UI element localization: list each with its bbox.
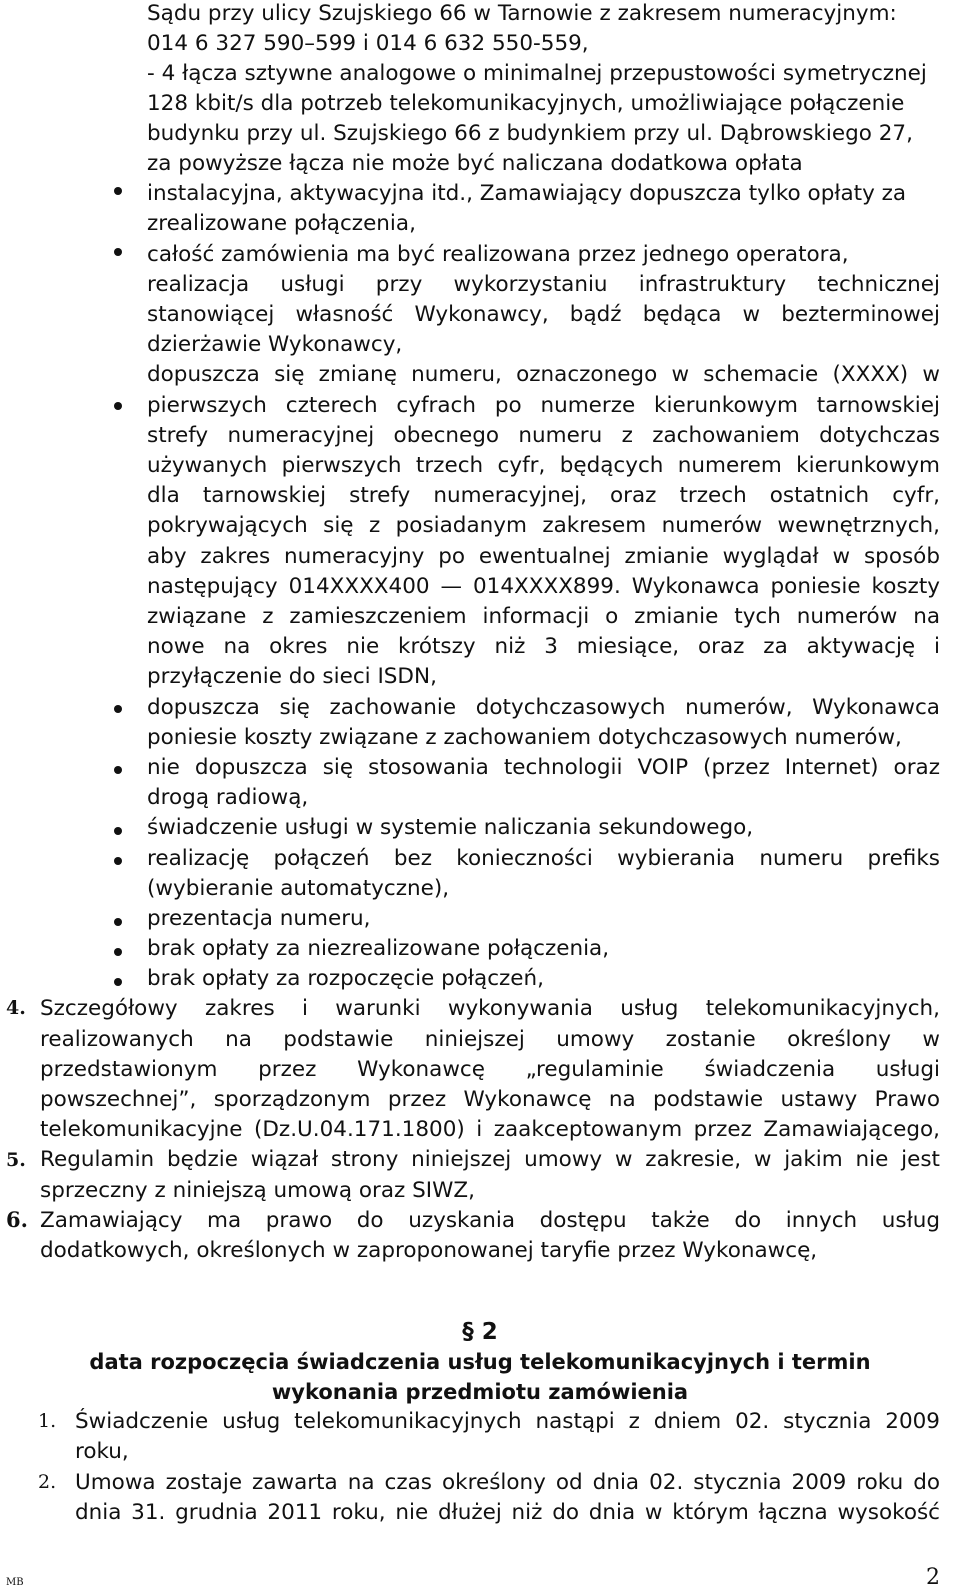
text-line: nie dopuszcza się stosowania technologii VOIP (przez Internet) oraz	[147, 755, 940, 780]
text-line: dopuszcza się zmianę numeru, oznaczonego w schemacie (XXXX) w	[147, 362, 940, 387]
text-line: pokrywających się z posiadanym zakresem numerów wewnętrznych,	[147, 513, 940, 538]
text-line: następujący 014XXXX400 — 014XXXX899. Wykonawca poniesie koszty	[147, 574, 940, 599]
text-line: Świadczenie usług telekomunikacyjnych nastąpi z dniem 02. stycznia 2009	[75, 1409, 940, 1434]
text-line: prezentacja numeru,	[147, 906, 371, 931]
text-line: brak opłaty za niezrealizowane połączenia,	[147, 936, 610, 961]
text-line: budynku przy ul. Szujskiego 66 z budynkiem przy ul. Dąbrowskiego 27,	[147, 121, 913, 146]
text-line: sprzeczny z niniejszą umową oraz SIWZ,	[40, 1178, 475, 1203]
section-mark: § 2	[462, 1319, 498, 1345]
text-line: Szczegółowy zakres i warunki wykonywania usług telekomunikacyjnych,	[40, 996, 940, 1021]
footer-initials: MB	[6, 1577, 24, 1588]
text-line: 014 6 327 590–599 i 014 6 632 550-559,	[147, 31, 589, 56]
text-line: stanowiącej własność Wykonawcy, bądź będąca w bezterminowej	[147, 302, 940, 327]
text-line: realizację połączeń bez konieczności wybierania numeru prefiks	[147, 846, 940, 871]
bullet	[114, 918, 122, 926]
bullet	[114, 402, 122, 410]
text-line: drogą radiową,	[147, 785, 309, 810]
text-line: świadczenie usługi w systemie naliczania sekundowego,	[147, 815, 754, 840]
text-line: powszechnej”, sporządzonym przez Wykonawcę na podstawie ustawy Prawo	[40, 1087, 940, 1112]
text-line: poniesie koszty związane z zachowaniem dotychczasowych numerów,	[147, 725, 902, 750]
section-title: data rozpoczęcia świadczenia usług telekomunikacyjnych i termin	[89, 1350, 871, 1374]
bullet	[114, 705, 122, 713]
text-line: instalacyjna, aktywacyjna itd., Zamawiający dopuszcza tylko opłaty za	[147, 181, 907, 206]
bullet	[114, 978, 122, 986]
text-line: przedstawionym przez Wykonawcę „regulaminie świadczenia usługi	[40, 1057, 940, 1082]
text-line: Sądu przy ulicy Szujskiego 66 w Tarnowie z zakresem numeracyjnym:	[147, 1, 897, 26]
bullet	[114, 857, 122, 865]
list-number: 4.	[6, 997, 26, 1019]
list-number: 2.	[38, 1471, 57, 1493]
bullet	[114, 827, 122, 835]
text-line: dopuszcza się zachowanie dotychczasowych numerów, Wykonawca	[147, 695, 940, 720]
text-line: związane z zamieszczeniem informacji o zmianie tych numerów na	[147, 604, 940, 629]
text-line: brak opłaty za rozpoczęcie połączeń,	[147, 966, 544, 991]
text-line: realizacja usługi przy wykorzystaniu infrastruktury technicznej	[147, 272, 940, 297]
list-number: 1.	[38, 1410, 57, 1432]
bullet	[114, 248, 122, 256]
text-line: przyłączenie do sieci ISDN,	[147, 664, 437, 689]
text-line: Regulamin będzie wiązał strony niniejszej umowy w zakresie, w jakim nie jest	[40, 1147, 940, 1172]
bullet	[114, 187, 122, 195]
text-line: aby zakres numeracyjny po ewentualnej zmianie wyglądał w sposób	[147, 544, 940, 569]
text-line: pierwszych czterech cyfrach po numerze kierunkowym tarnowskiej	[147, 393, 940, 418]
text-line: - 4 łącza sztywne analogowe o minimalnej przepustowości symetrycznej	[147, 61, 927, 86]
text-line: za powyższe łącza nie może być naliczana dodatkowa opłata	[147, 151, 803, 176]
text-line: (wybieranie automatyczne),	[147, 876, 450, 901]
text-line: nowe na okres nie krótszy niż 3 miesiące, oraz za aktywację i	[147, 634, 940, 659]
text-line: używanych pierwszych trzech cyfr, będących numerem kierunkowym	[147, 453, 940, 478]
page-number: 2	[926, 1565, 940, 1590]
text-line: dodatkowych, określonych w zaproponowanej taryfie przez Wykonawcę,	[40, 1238, 818, 1263]
text-line: telekomunikacyjne (Dz.U.04.171.1800) i zaakceptowanym przez Zamawiającego,	[40, 1117, 940, 1142]
text-line: 128 kbit/s dla potrzeb telekomunikacyjnych, umożliwiające połączenie	[147, 91, 905, 116]
text-line: Umowa zostaje zawarta na czas określony od dnia 02. stycznia 2009 roku do	[75, 1470, 940, 1495]
section-title: wykonania przedmiotu zamówienia	[271, 1380, 689, 1404]
text-line: dzierżawie Wykonawcy,	[147, 332, 403, 357]
text-line: dla tarnowskiej strefy numeracyjnej, oraz trzech ostatnich cyfr,	[147, 483, 940, 508]
list-number: 6.	[6, 1207, 28, 1232]
text-line: zrealizowane połączenia,	[147, 211, 416, 236]
text-line: roku,	[75, 1439, 129, 1464]
bullet	[114, 948, 122, 956]
list-number: 5.	[6, 1149, 26, 1171]
bullet	[114, 766, 122, 774]
text-line: całość zamówienia ma być realizowana przez jednego operatora,	[147, 242, 849, 267]
text-line: strefy numeracyjnej obecnego numeru z zachowaniem dotychczas	[147, 423, 940, 448]
text-line: dnia 31. grudnia 2011 roku, nie dłużej niż do dnia w którym łączna wysokość	[75, 1500, 940, 1525]
text-line: Zamawiający ma prawo do uzyskania dostępu także do innych usług	[40, 1208, 940, 1233]
text-line: realizowanych na podstawie niniejszej umowy zostanie określony w	[40, 1027, 940, 1052]
